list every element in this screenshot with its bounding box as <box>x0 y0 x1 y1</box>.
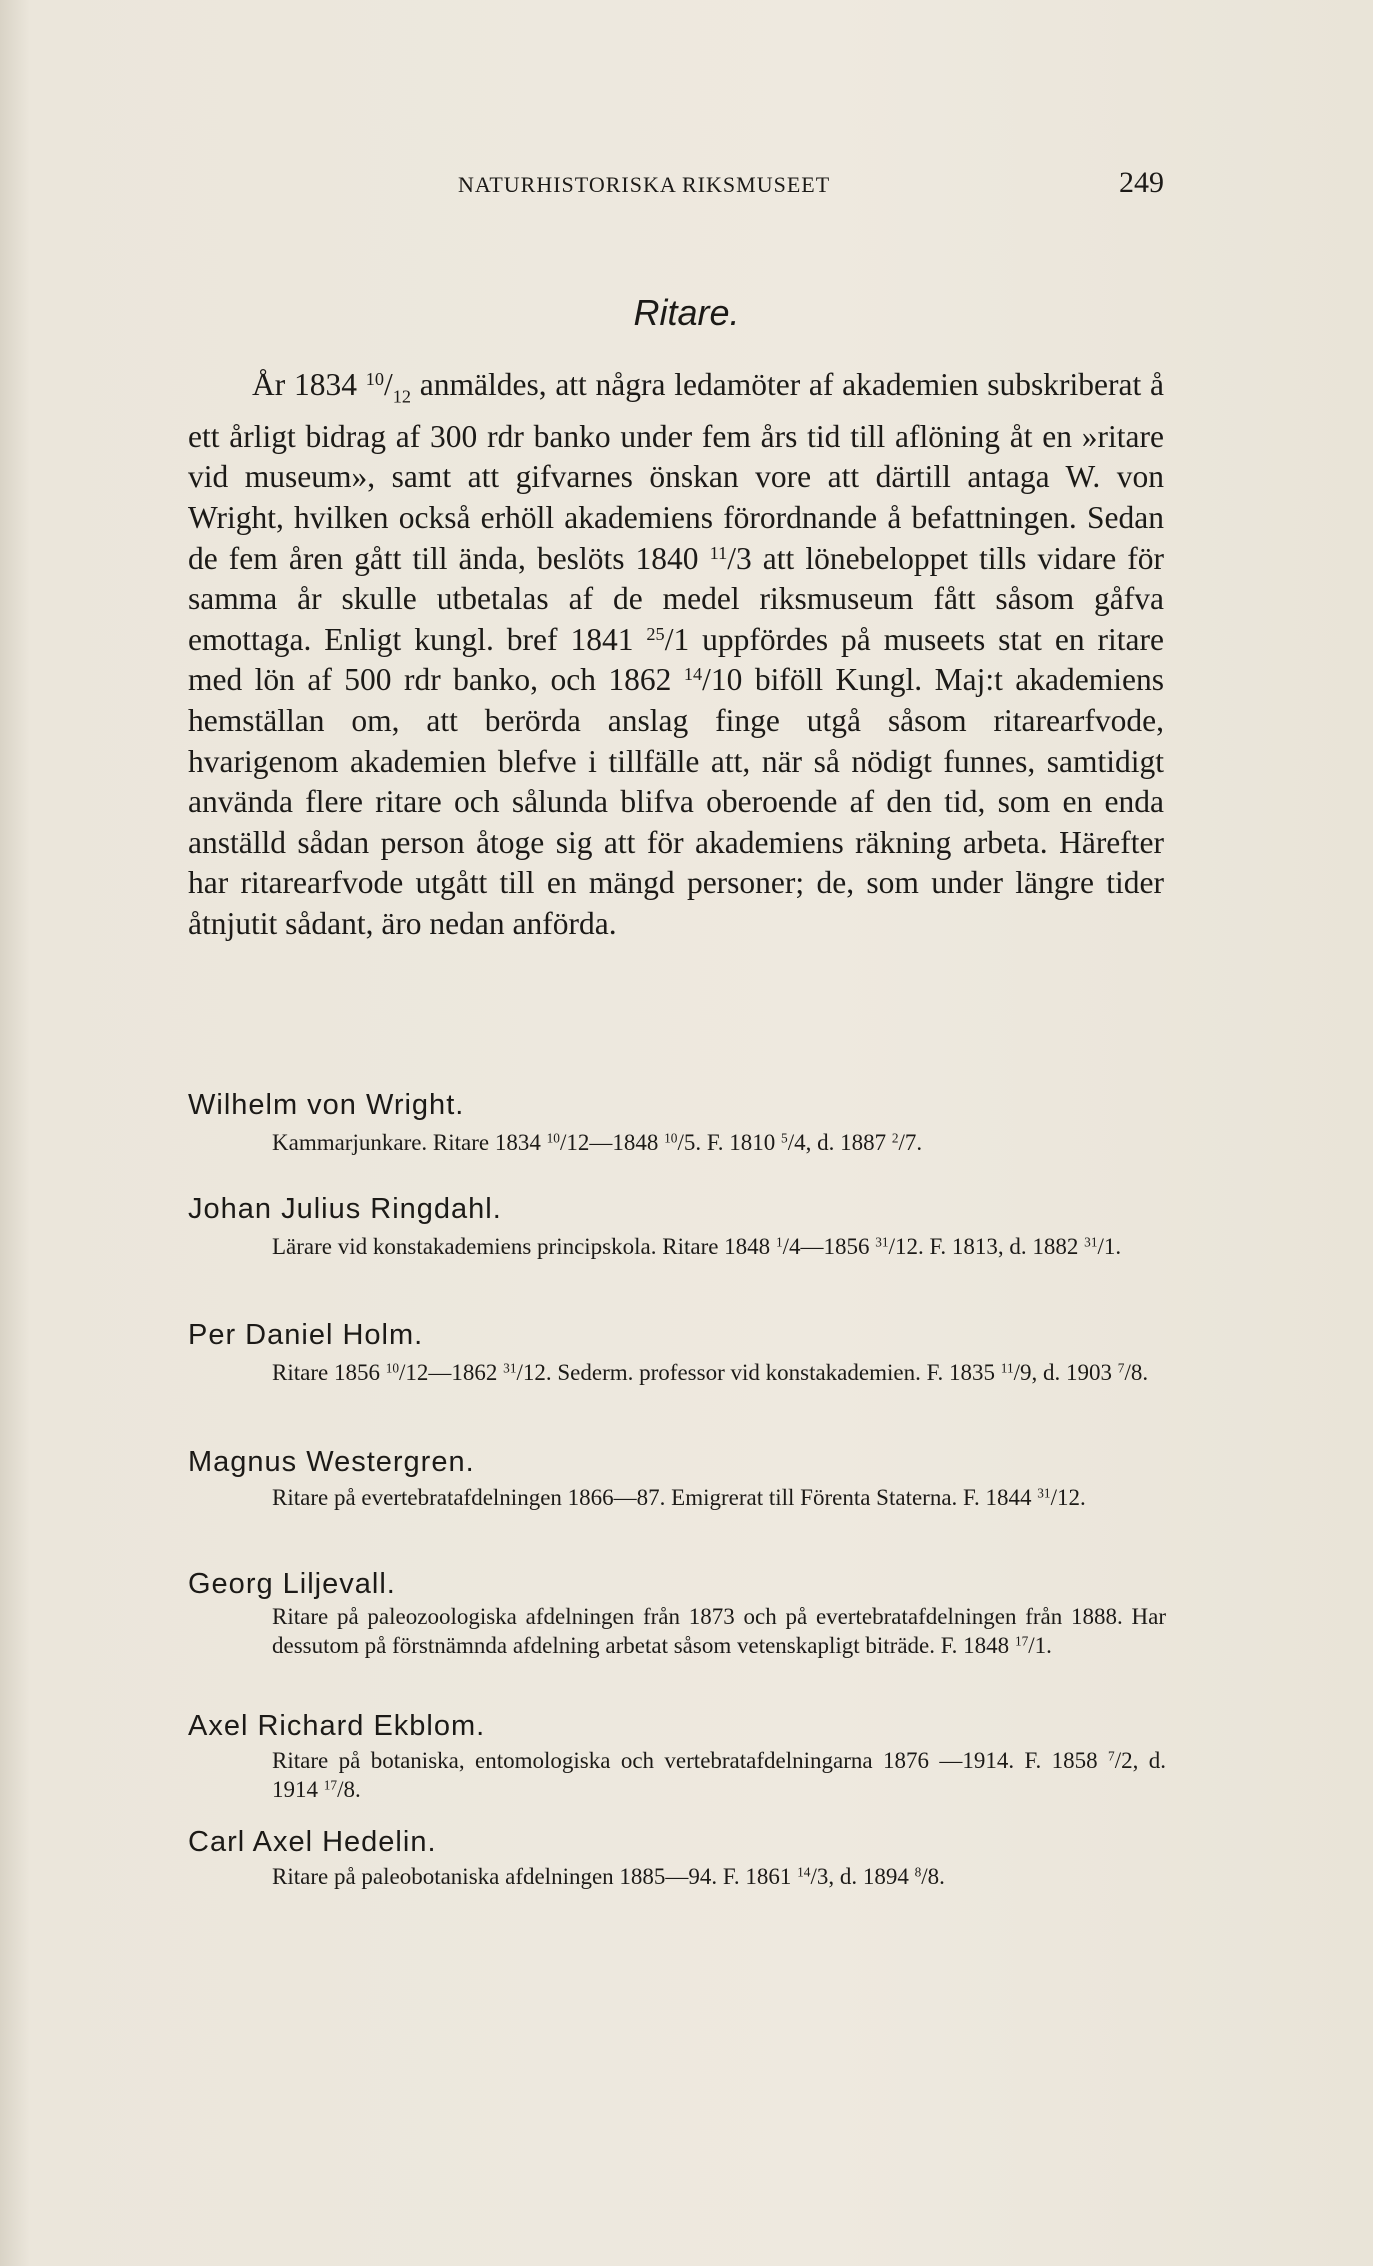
entry-description: Ritare på paleozoologiska afdelningen från 1873 och på evertebratafdelningen från 1888. Har dessutom på förstnämnda afdelning arbetat såsom vetenskapligt biträde. F. 1848 $^{17}$/1. <box>272 1604 1166 1658</box>
page-header <box>188 166 1164 206</box>
page-number: 249 <box>1119 166 1164 199</box>
entry-description: Ritare på evertebratafdelningen 1866—87. Emigrerat till Förenta Staterna. F. 1844 $^{31}$/12. <box>272 1485 1086 1510</box>
entry-description: Kammarjunkare. Ritare 1834 $^{10}$/12—1848 $^{10}$/5. F. 1810 $^5$/4, d. 1887 $^2$/7. <box>272 1130 923 1155</box>
entry-name: Wilhelm von Wright. <box>188 1089 465 1121</box>
entry-name: Per Daniel Holm. <box>188 1319 424 1351</box>
section-title: Ritare. <box>633 292 740 333</box>
entry-name: Johan Julius Ringdahl. <box>188 1193 502 1225</box>
running-title: NATURHISTORISKA RIKSMUSEET <box>458 172 831 197</box>
entry-name: Carl Axel Hedelin. <box>188 1826 437 1858</box>
entry-name: Axel Richard Ekblom. <box>188 1710 486 1742</box>
entry-description: Lärare vid konstakademiens principskola. Ritare 1848 $^1$/4—1856 $^{31}$/12. F. 1813, d. 1882 $^{31}$/1. <box>272 1234 1122 1259</box>
entry-name: Magnus Westergren. <box>188 1446 475 1478</box>
entry-description: Ritare på paleobotaniska afdelningen 1885—94. F. 1861 $^{14}$/3, d. 1894 $^8$/8. <box>272 1864 945 1889</box>
entry-description: Ritare på botaniska, entomologiska och vertebratafdelningarna 1876 —1914. F. 1858 $^7$/2, d. 1914 $^{17}$/8. <box>272 1748 1167 1802</box>
paragraph-text: År 1834 $^{10}/_{12}$ anmäldes, att några ledamöter af akademien subskriberat å ett årligt bidrag af 300 rdr banko under fem års tid till aflöning åt en »ritare vid museum», samt att gifvarnes önskan vore att därtill antaga W. von Wright, hvilken också erhöll akademiens förordnande å befattningen. Sedan de fem åren gått till ända, beslöts 1840 $^{11}$/3 att lönebeloppet tills vidare för samma år skulle utbetalas af de medel riksmuseum fått såsom gåfva emottaga. Enligt kungl. bref 1841 $^{25}$/1 uppfördes på museets stat en ritare med lön af 500 rdr banko, och 1862 $^{14}$/10 biföll Kungl. Maj:t akademiens hemställan om, att berörda anslag finge utgå såsom ritarearfvode, hvarigenom akademien blefve i tillfälle att, när så nödigt funnes, samtidigt använda flere ritare och sålunda blifva oberoende af den tid, som en enda anställd sådan person åtoge sig att för akademiens räkning arbeta. Härefter har ritarearfvode utgått till en mängd personer; de, som under längre tider åtnjutit sådant, äro nedan anförda. <box>188 367 1164 942</box>
intro-paragraph <box>188 365 1164 945</box>
entry-name: Georg Liljevall. <box>188 1568 396 1600</box>
entry-description: Ritare 1856 $^{10}$/12—1862 $^{31}$/12. Sederm. professor vid konstakademien. F. 1835 $^{11}$/9, d. 1903 $^7$/8. <box>272 1360 1149 1385</box>
